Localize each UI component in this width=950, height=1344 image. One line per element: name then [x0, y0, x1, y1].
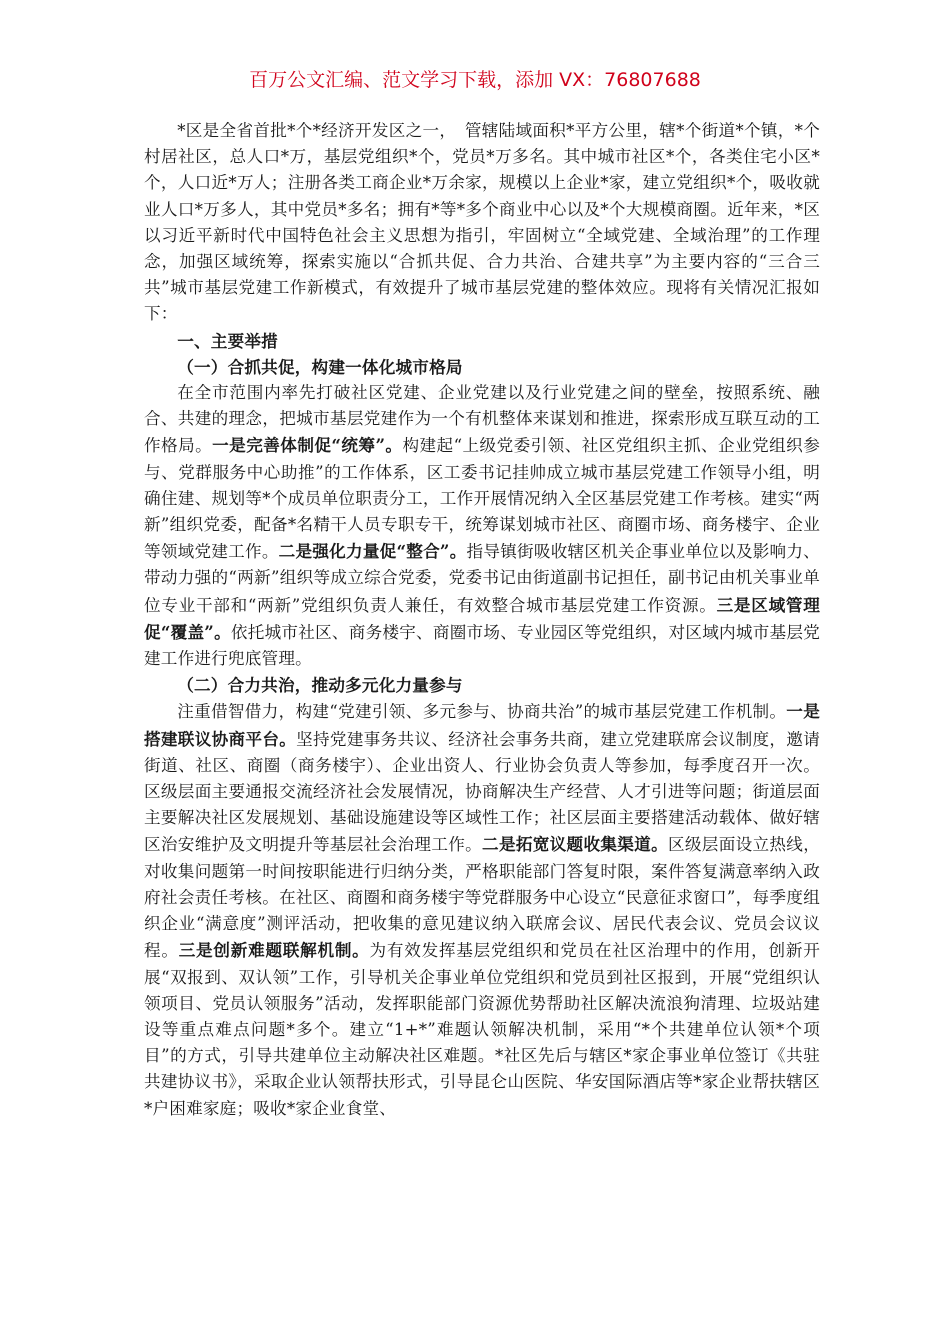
subsection-2-text-1: 坚持党建事务共议、经济社会事务共商，建立党建联席会议制度，邀请街道、社区、商圈（商务楼宇）、企业出资人、行业协会负责人等参加，每季度召开一次。区级层面主要通报交流经济社会发展情况，协商解决生产经营、人才引进等问题；街道层面主要解决社区发展规划、基础设施建设等区域性工作；社区层面主要搭建活动载体、做好辖区治安维护及文明提升等基层社会治理工作。 [144, 729, 820, 855]
subsection-2-lead-2: 二是拓宽议题收集渠道。 [482, 834, 668, 855]
subsection-1-lead-2: 二是强化力量促“整合”。 [278, 541, 467, 562]
subsection-1-text-3: 依托城市社区、商务楼宇、商圈市场、专业园区等党组织，对区域内城市基层党建工作进行兜底管理。 [144, 622, 821, 669]
subsection-1-lead-1: 一是完善体制促“统筹”。 [212, 435, 403, 456]
subsection-1-paragraph [144, 380, 820, 672]
subsection-1-lead-3: 三是区域管理促“覆盖”。 [144, 594, 820, 642]
subsection-1-text-2: 指导镇街吸收辖区机关企事业单位以及影响力、带动力强的“两新”组织等成立综合党委，党委书记由街道副书记担任，副书记由机关事业单位专业干部和“两新”党组织负责人兼任，有效整合城市基层党建工作资源。 [144, 542, 820, 615]
subsection-2-lead-1: 一是搭建联议协商平台。 [144, 701, 820, 749]
intro-paragraph: *区是全省首批*个*经济开发区之一， 管辖陆域面积*平方公里，辖*个街道*个镇，*个村居社区，总人口*万，基层党组织*个，党员*万多名。其中城市社区*个，各类住宅小区*个，人口近*万人；注册各类工商企业*万余家，规模以上企业*家，建立党组织*个，吸收就业人口*万多人，其中党员*多名；拥有*等*多个商业中心以及*个大规模商圈。近年来，*区以习近平新时代中国特色社会主义思想为指引，牢固树立“全域党建、全域治理”的工作理念，加强区域统筹，探索实施以“合抓共促、合力共治、合建共享”为主要内容的“三合三共”城市基层党建工作新模式，有效提升了城市基层党建的整体效应。现将有关情况汇报如下： [144, 121, 820, 324]
document-body [144, 118, 820, 1122]
subsection-heading-1: （一）合抓共促，构建一体化城市格局 [177, 356, 463, 377]
section-heading-main-measures: 一、主要举措 [177, 330, 278, 351]
subsection-heading-2: （二）合力共治，推动多元化力量参与 [177, 675, 463, 696]
subsection-2-text-2: 区级层面设立热线，对收集问题第一时间按职能进行归纳分类，严格职能部门答复时限，案件答复满意率纳入政府社会责任考核。在社区、商圈和商务楼宇等党群服务中心设立“民意征求窗口”，每季度组织企业“满意度”测评活动，把收集的意见建议纳入联席会议、居民代表会议、党员会议议程。 [144, 835, 820, 961]
page-header: 百万公文汇编、范文学习下载，添加 VX：76807688 [249, 69, 701, 91]
subsection-2-lead-3: 三是创新难题联解机制。 [178, 940, 370, 961]
subsection-2-paragraph [144, 698, 820, 1121]
subsection-2-text-3: 为有效发挥基层党组织和党员在社区治理中的作用，创新开展“双报到、双认领”工作，引导机关企事业单位党组织和党员到社区报到，开展“党组织认领项目、党员认领服务”活动，发挥职能部门资源优势帮助社区解决流浪狗清理、垃圾站建设等重点难点问题*多个。建立“1+*”难题认领解决机制，采用“*个共建单位认领*个项目”的方式，引导共建单位主动解决社区难题。*社区先后与辖区*家企事业单位签订《共驻共建协议书》，采取企业认领帮扶形式，引导昆仑山医院、华安国际酒店等*家企业帮扶辖区*户困难家庭；吸收*家企业食堂、 [144, 941, 821, 1118]
subsection-2-intro-text: 注重借智借力，构建“党建引领、多元参与、协商共治”的城市基层党建工作机制。 [177, 702, 787, 722]
subsection-1-intro-text: 在全市范围内率先打破社区党建、企业党建以及行业党建之间的壁垒，按照系统、融合、共建的理念，把城市基层党建作为一个有机整体来谋划和推进，探索形成互联互动的工作格局。 [144, 383, 820, 456]
subsection-1-text-1: 构建起“上级党委引领、社区党组织主抓、企业党组织参与、党群服务中心助推”的工作体系，区工委书记挂帅成立城市基层党建工作领导小组，明确住建、规划等*个成员单位职责分工，工作开展情况纳入全区基层党建工作考核。建实“两新”组织党委，配备*名精干人员专职专干，统筹谋划城市社区、商圈市场、商务楼宇、企业等领域党建工作。 [144, 436, 820, 562]
